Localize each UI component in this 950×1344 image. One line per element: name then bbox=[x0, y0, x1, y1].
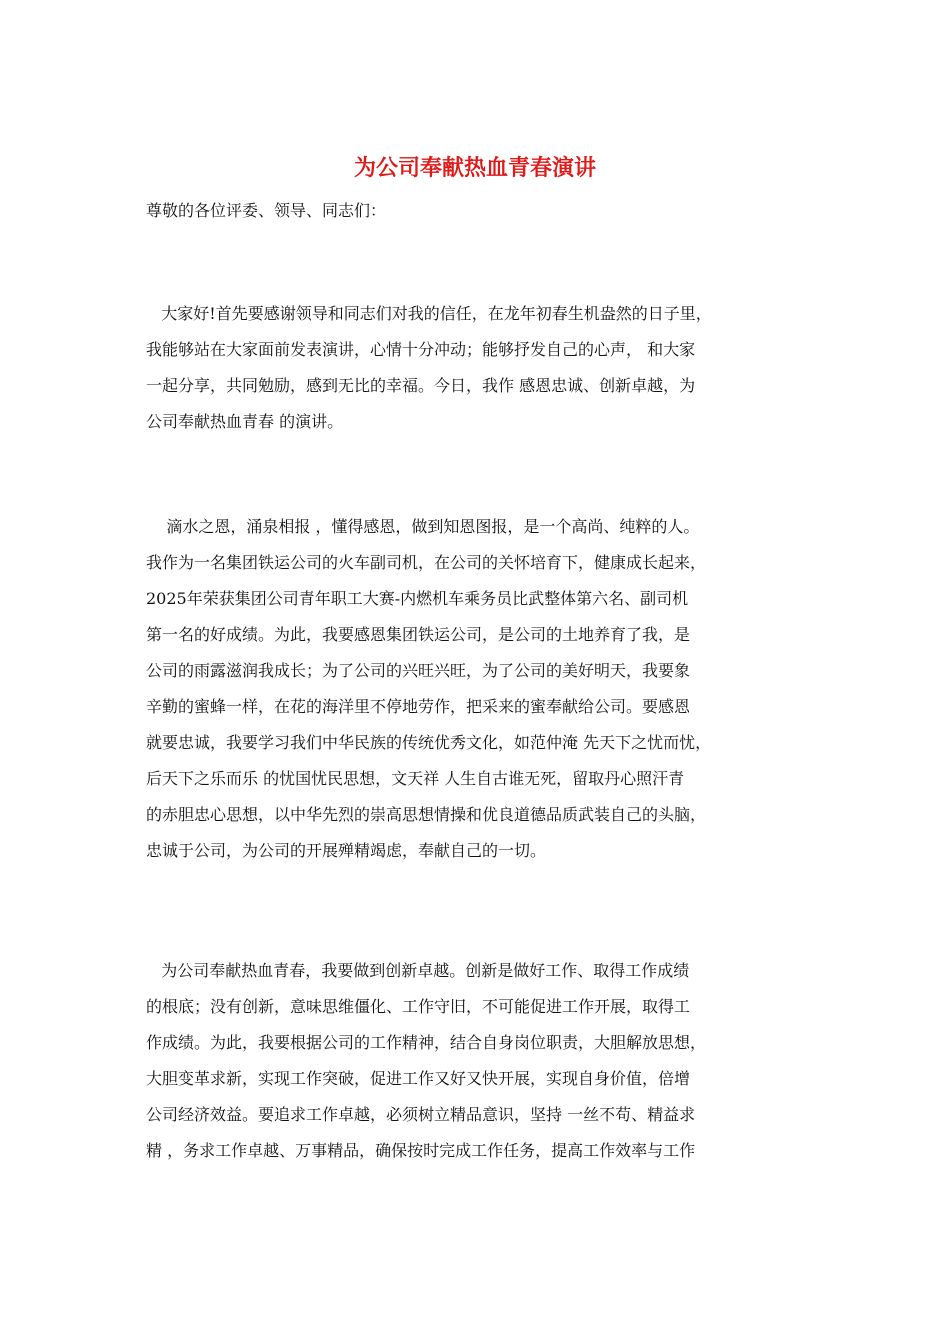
paragraph-3 bbox=[146, 953, 826, 1169]
paragraph-line: 一起分享，共同勉励，感到无比的幸福。今日，我作 感恩忠诚、创新卓越，为 bbox=[146, 376, 696, 395]
paragraph-line: 为公司奉献热血青春，我要做到创新卓越。创新是做好工作、取得工作成绩 bbox=[146, 961, 690, 980]
paragraph-2 bbox=[146, 509, 826, 869]
paragraph-line: 大家好!首先要感谢领导和同志们对我的信任，在龙年初春生机盎然的日子里， bbox=[146, 304, 712, 323]
paragraph-line: 就要忠诚，我要学习我们中华民族的传统优秀文化，如范仲淹 先天下之忧而忧， bbox=[146, 733, 712, 752]
paragraph-line: 公司奉献热血青春 的演讲。 bbox=[146, 412, 344, 431]
paragraph-line: 大胆变革求新，实现工作突破，促进工作又好又快开展，实现自身价值，倍增 bbox=[146, 1069, 691, 1088]
paragraph-line: 2025年荣获集团公司青年职工大赛-内燃机车乘务员比武整体第六名、副司机 bbox=[146, 589, 689, 608]
paragraph-line: 我作为一名集团铁运公司的火车副司机，在公司的关怀培育下，健康成长起来， bbox=[146, 553, 707, 572]
paragraph-line: 精 ，务求工作卓越、万事精品，确保按时完成工作任务，提高工作效率与工作 bbox=[146, 1141, 696, 1160]
paragraph-line: 的根底；没有创新，意味思维僵化、工作守旧，不可能促进工作开展，取得工 bbox=[146, 997, 691, 1016]
paragraph-line: 公司的雨露滋润我成长；为了公司的兴旺兴旺，为了公司的美好明天，我要象 bbox=[146, 661, 691, 680]
paragraph-line: 辛勤的蜜蜂一样，在花的海洋里不停地劳作，把采来的蜜奉献给公司。要感恩 bbox=[146, 697, 691, 716]
paragraph-line: 滴水之恩，涌泉相报 ，懂得感恩，做到知恩图报，是一个高尚、纯粹的人。 bbox=[146, 517, 700, 536]
paragraph-line: 作成绩。为此，我要根据公司的工作精神，结合自身岗位职责，大胆解放思想， bbox=[146, 1033, 707, 1052]
paragraph-1 bbox=[146, 296, 826, 440]
paragraph-line: 我能够站在大家面前发表演讲，心情十分冲动；能够抒发自己的心声， 和大家 bbox=[146, 340, 696, 359]
paragraph-line: 公司经济效益。要追求工作卓越，必须树立精品意识，坚持 一丝不苟、精益求 bbox=[146, 1105, 696, 1124]
paragraph-line: 忠诚于公司，为公司的开展殚精竭虑，奉献自己的一切。 bbox=[146, 841, 547, 860]
paragraph-line: 后天下之乐而乐 的忧国忧民思想，文天祥 人生自古谁无死，留取丹心照汗青 bbox=[146, 769, 685, 788]
document-title: 为公司奉献热血青春演讲 bbox=[353, 155, 596, 181]
paragraph-line: 的赤胆忠心思想，以中华先烈的崇高思想情操和优良道德品质武装自己的头脑， bbox=[146, 805, 707, 824]
salutation: 尊敬的各位评委、领导、同志们： bbox=[146, 201, 387, 220]
paragraph-line: 第一名的好成绩。为此，我要感恩集团铁运公司，是公司的土地养育了我，是 bbox=[146, 625, 691, 644]
